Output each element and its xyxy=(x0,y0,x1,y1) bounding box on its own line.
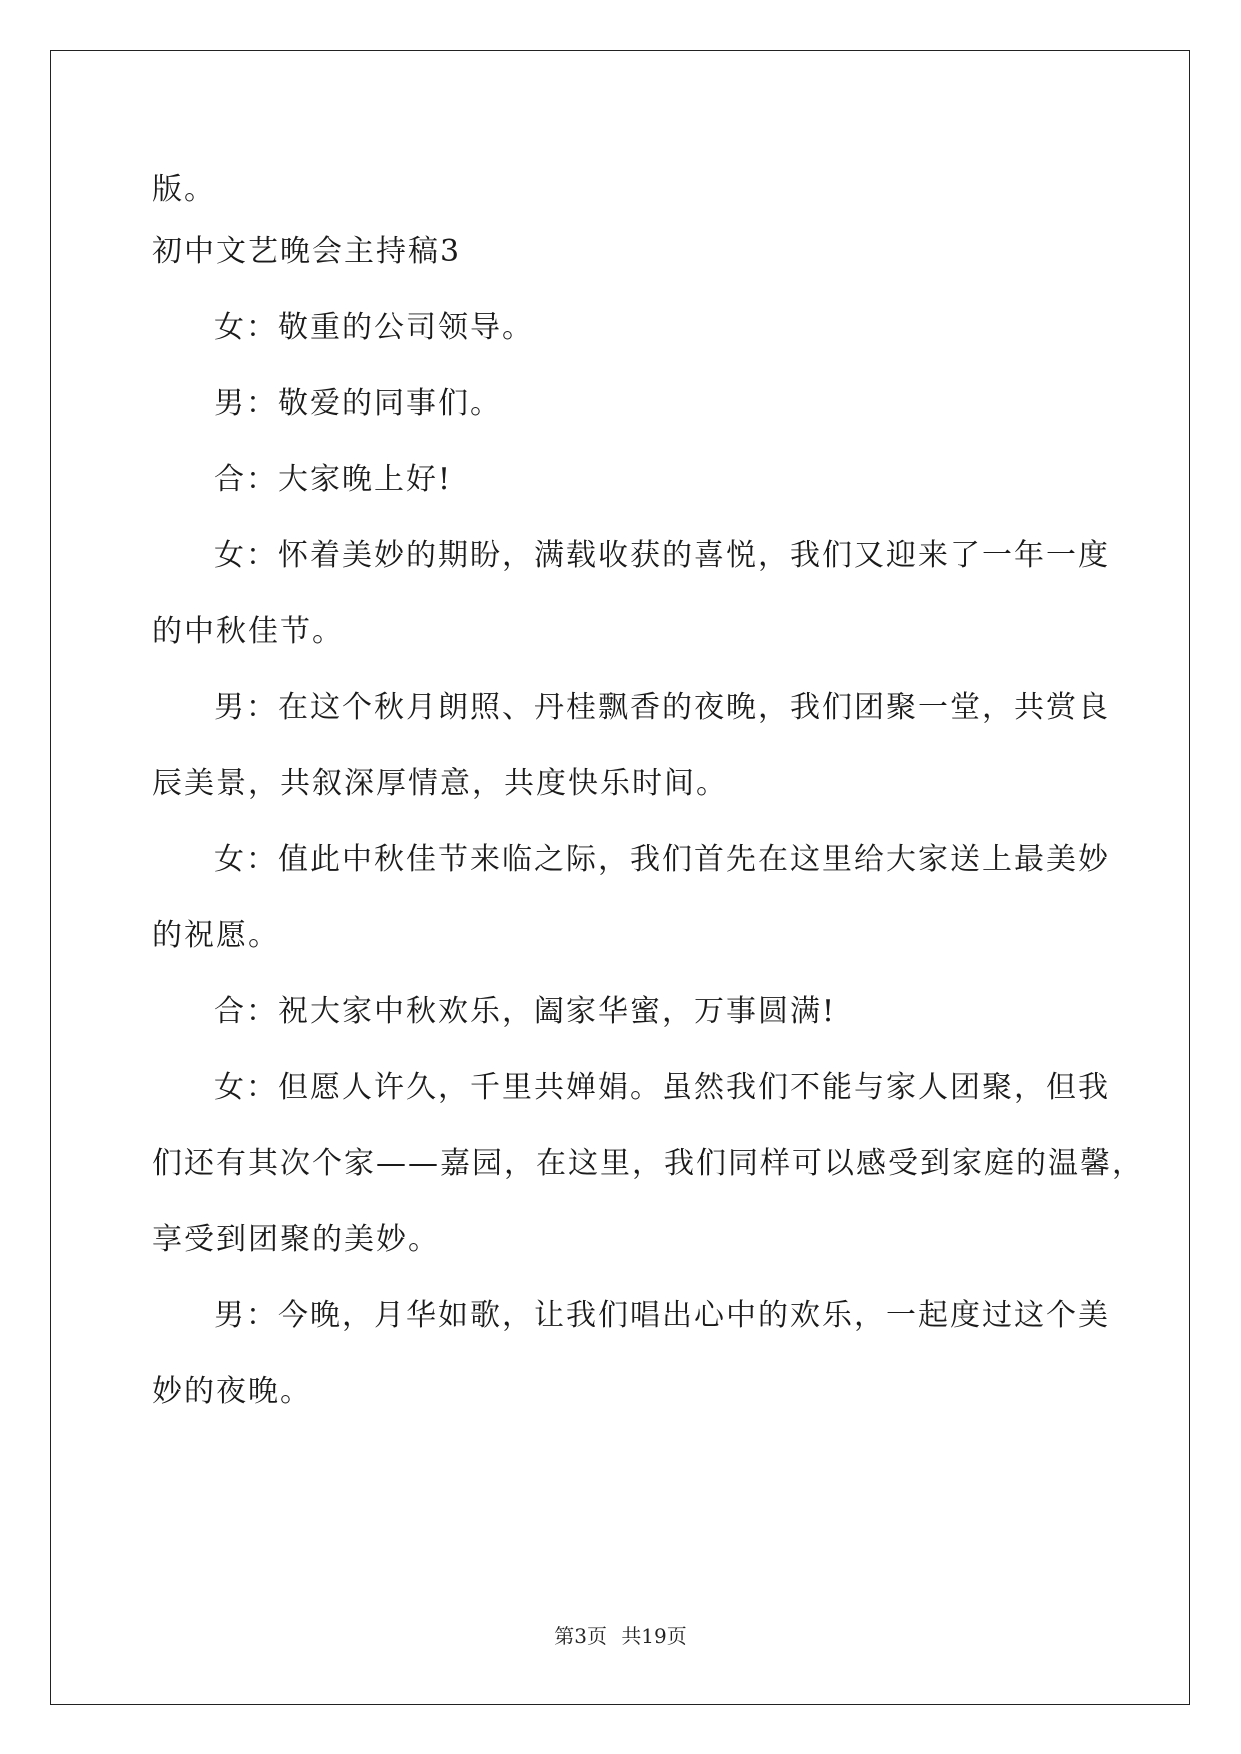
page-total: 共19页 xyxy=(621,1624,687,1648)
text-line: 版。 xyxy=(152,172,216,207)
text-line: 的祝愿。 xyxy=(152,918,280,953)
text-line: 男：敬爱的同事们。 xyxy=(214,386,502,421)
text-line: 女：但愿人许久，千里共婵娟。虽然我们不能与家人团聚，但我 xyxy=(214,1070,1110,1105)
text-line: 享受到团聚的美妙。 xyxy=(152,1222,440,1257)
page-footer xyxy=(0,1623,1241,1649)
page-number: 第3页 xyxy=(554,1624,607,1648)
text-line: 合：祝大家中秋欢乐，阖家华蜜，万事圆满! xyxy=(214,994,837,1029)
text-line: 们还有其次个家——嘉园，在这里，我们同样可以感受到家庭的温馨， xyxy=(152,1146,1144,1181)
text-line: 男：今晚，月华如歌，让我们唱出心中的欢乐，一起度过这个美 xyxy=(214,1298,1110,1333)
text-line: 合：大家晚上好! xyxy=(214,462,453,497)
text-line: 男：在这个秋月朗照、丹桂飘香的夜晚，我们团聚一堂，共赏良 xyxy=(214,690,1110,725)
text-line: 女：敬重的公司领导。 xyxy=(214,310,534,345)
section-title: 初中文艺晚会主持稿3 xyxy=(152,234,462,269)
text-line: 女：值此中秋佳节来临之际，我们首先在这里给大家送上最美妙 xyxy=(214,842,1110,877)
text-line: 女：怀着美妙的期盼，满载收获的喜悦，我们又迎来了一年一度 xyxy=(214,538,1110,573)
text-line: 的中秋佳节。 xyxy=(152,614,344,649)
text-line: 妙的夜晚。 xyxy=(152,1374,312,1409)
text-line: 辰美景，共叙深厚情意，共度快乐时间。 xyxy=(152,766,728,801)
